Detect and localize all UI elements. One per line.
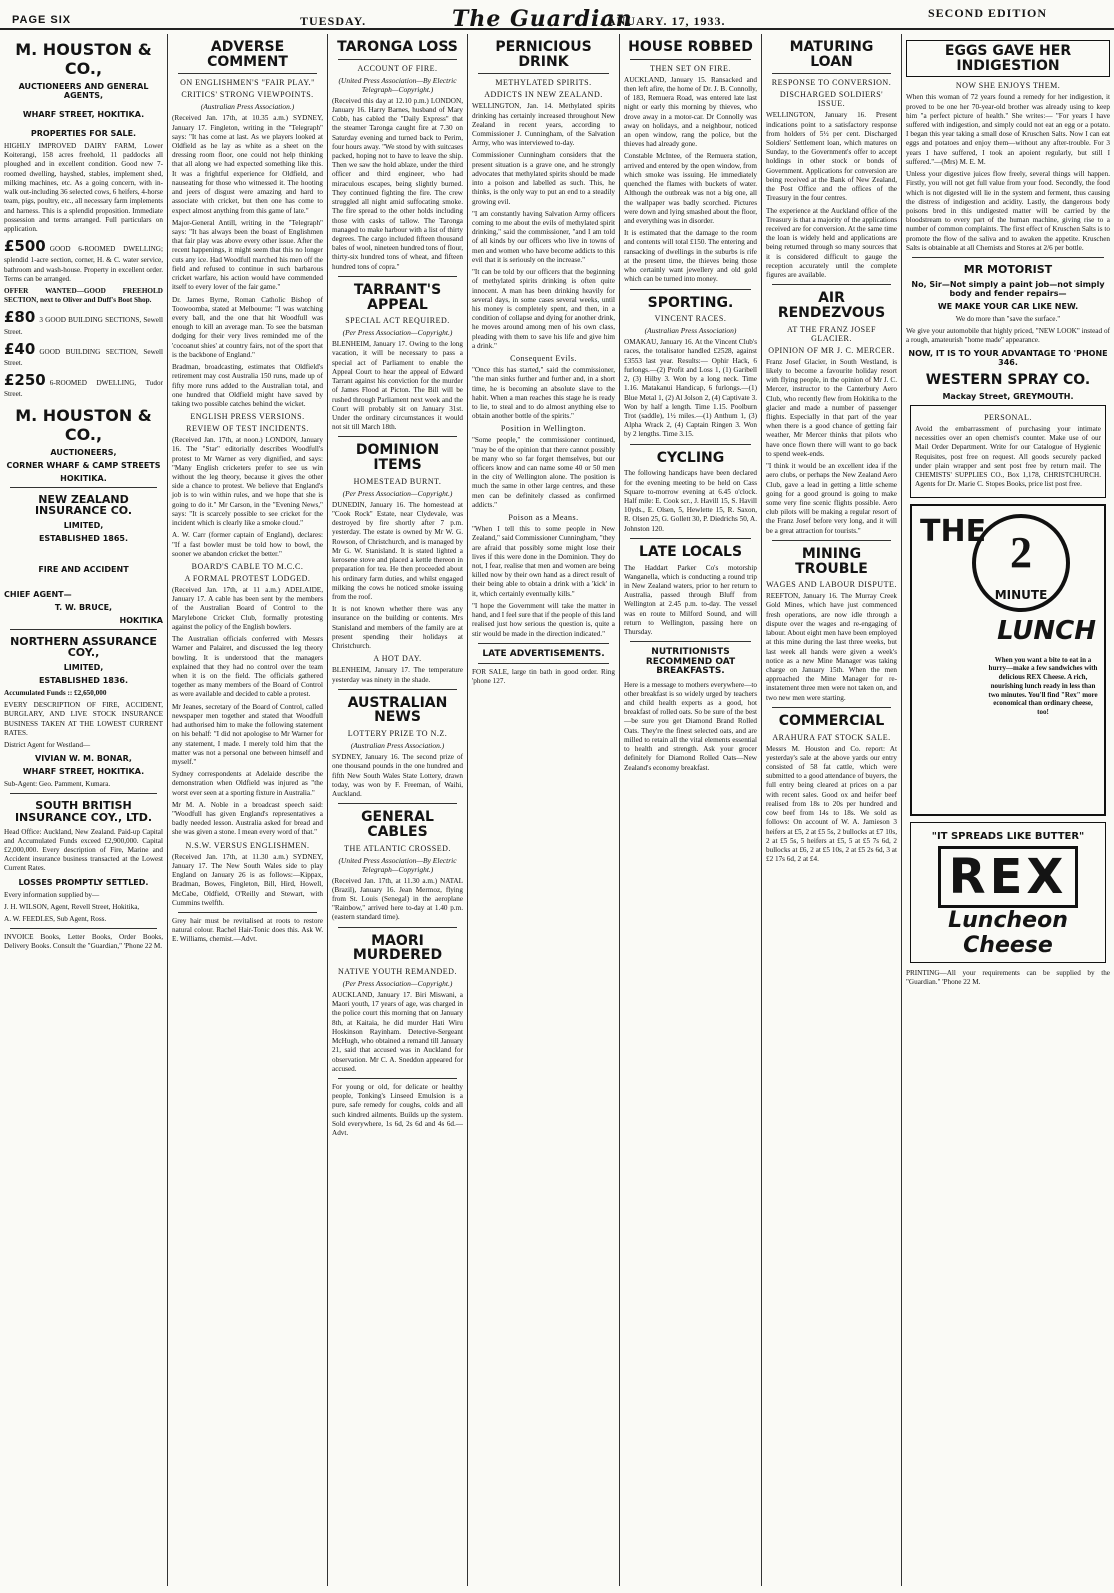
divider xyxy=(630,538,751,539)
northern-title: NORTHERN ASSURANCE COY., xyxy=(10,634,157,660)
article-paragraph: WELLINGTON, January 16. Present indications point to a satisfactory response from holders of 5½ per cent. Discharged Soldiers' Settlement loan, which matures on Sunday, to the Government's offer to accept holdings in other stock or bonds of Government. Applications for conversion are being received at the Bank of New Zealand, the Post Office and the offices of the Treasury in the four centres. xyxy=(766,111,897,203)
divider xyxy=(772,707,891,708)
divider xyxy=(10,793,157,794)
section-subheading: SPECIAL ACT REQUIRED. xyxy=(345,316,450,326)
invoice-books-ad: INVOICE Books, Letter Books, Order Books, Delivery Books. Consult the "Guardian," 'Phone 22 M. xyxy=(4,933,163,951)
pernicious-drink-heading: PERNICIOUS DRINK xyxy=(495,39,592,70)
masthead-day: TUESDAY. xyxy=(300,14,367,28)
section-subheading: REVIEW OF TEST INCIDENTS. xyxy=(186,424,309,434)
south-british-title: SOUTH BRITISH INSURANCE COY., LTD. xyxy=(14,799,153,824)
personal-text: Avoid the embarrassment of purchasing your intimate necessities over an open chemist's counter. Make use of our Mail Order Department. Write for our Catalogue of Hygienic Requisites, post free on request. All goods securely packed under plain wrapper and sent post free by return mail. The CHEMISTS' SUPPLIES CO., Box 1,178, CHRISTCHURCH. Agents for Dr. Marie C. Stopes Books, price list post free. xyxy=(915,424,1101,489)
clock-icon xyxy=(972,514,1070,612)
press-association-credit: (Per Press Association—Copyright.) xyxy=(342,488,453,498)
rex-cheese-ad xyxy=(910,822,1106,963)
northern-address: WHARF STREET, HOKITIKA. xyxy=(22,767,145,777)
maturing-loan-heading: MATURING LOAN xyxy=(789,39,874,70)
divider xyxy=(772,284,891,285)
article-paragraph: SYDNEY, January 16. The second prize of one thousand pounds in the one hundred and fifth New South Wales State Lottery, drawn today, was won by F. Freeman, of Waihi, Auckland. xyxy=(332,753,463,798)
divider xyxy=(10,928,157,929)
section-subheading: HOMESTEAD BURNT. xyxy=(353,476,442,486)
divider xyxy=(630,641,751,642)
section-subheading: ADDICTS IN NEW ZEALAND. xyxy=(484,90,603,100)
press-association-credit: (Australian Press Association.) xyxy=(350,741,445,751)
properties-text: HIGHLY IMPROVED DAIRY FARM, Lower Koiterangi, 158 acres freehold, 11 paddocks all ploughed and in excellent condition. Good new 7-roomed dwelling, hayshed, stables, implement shed, milking machines, etc. As a going concern, with in-walk out-including 36 selected cows, 6 heifers, 4-horse team, pigs, poultry, etc., all necessary farm implements and harness. This is a splendid proposition. Immediate possession and terms arranged. Full particulars on application. xyxy=(4,142,163,233)
lunch-minute: MINUTE xyxy=(994,587,1048,602)
section-subheading: ENGLISH PRESS VERSIONS. xyxy=(190,412,305,422)
south-british-agent-2: A. W. FEEDLES, Sub Agent, Ross. xyxy=(4,915,107,924)
section-subheading: LOTTERY PRIZE TO N.Z. xyxy=(347,729,448,739)
mr-motorist-heading: MR MOTORIST xyxy=(963,263,1053,277)
article-paragraph: (Received Jan. 17th, at 11.30 a.m.) NATAL (Brazil), January 16. Jean Mermoz, flying from St. Louis (Senegal) in the aeroplane "Rainbow," arrived here to-day at 1.40 p.m. (eastern standard time). xyxy=(332,876,463,922)
northern-funds: Accumulated Funds :: £2,650,000 xyxy=(4,688,107,697)
australian-news-heading: AUSTRALIAN NEWS xyxy=(347,694,448,726)
motorist-line: We give your automobile that highly priced, "NEW LOOK" instead of a rough, amateurish "home made" appearance. xyxy=(906,326,1110,345)
article-paragraph: Dr. James Byrne, Roman Catholic Bishop of Toowoomba, stated at Melbourne: "I was watching every ball, and the one that hit Woodfull was enough to kill an average man. To see the batsman dodging for their very lives reminded me of the 'cocoanut shies' at country fairs, not of the sport that is the backbone of England." xyxy=(172,295,323,359)
motorist-line: We do more than "save the surface." xyxy=(955,314,1061,323)
divider xyxy=(338,436,457,437)
divider xyxy=(630,444,751,445)
personal-heading: PERSONAL. xyxy=(984,412,1032,422)
section-subheading: ARAHURA FAT STOCK SALE. xyxy=(772,732,891,742)
divider xyxy=(912,257,1104,258)
sporting-heading: SPORTING. xyxy=(647,294,734,311)
ad-500 xyxy=(4,237,163,284)
divider xyxy=(10,629,157,630)
divider xyxy=(772,73,891,74)
divider xyxy=(338,276,457,277)
section-subheading: THE ATLANTIC CROSSED. xyxy=(344,843,451,853)
column-3 xyxy=(328,34,468,1586)
column-4 xyxy=(468,34,620,1586)
article-paragraph: "I think it would be an excellent idea if the aero clubs, or perhaps the New Zealand Aero Club, gave a lead in getting a little scheme going for a good ground is going to make some very fine scenic flights possible. Aero club pilots will be making a regular resort of the Franz Josef before very long, and it will be a great attraction for tourists." xyxy=(766,462,897,535)
section-subheading: NOW SHE ENJOYS THEM. xyxy=(955,81,1061,91)
ad-250-price: £250 xyxy=(4,371,46,390)
northern-ltd: LIMITED, xyxy=(63,662,104,672)
linseed-emulsion-ad: For young or old, for delicate or healthy people, Tonking's Linseed Emulsion is a pure, safe remedy for coughs, colds and all such kindred ailments. Builds up the system. Sold everywhere, 1s 6d, 2s 6d and 4s 6d.—Advt. xyxy=(332,1083,463,1138)
properties-heading: PROPERTIES FOR SALE. xyxy=(30,129,137,138)
nz-insurance-agent-label: CHIEF AGENT— xyxy=(4,589,72,599)
article-paragraph: (Received Jan. 17th, at 10.35 a.m.) SYDNEY, January 17. Fingleton, writing in the "Telegraph" says: "It has come at last. As we players looked at Oldfield as he lay as white as a sheet on the dressing room floor, one could not help thinking that all along we had expected something like this. It was a frightful experience for Oldfield, and nauseating for those who witnessed it. The hooting and jeers of disgust were amazing and hard to associate with cricket, but then one has come to expect almost anything from this game of late." xyxy=(172,114,323,215)
section-subheading: RESPONSE TO CONVERSION. xyxy=(771,78,892,88)
article-paragraph: Unless your digestive juices flow freely, several things will happen. Firstly, you will not get full value from your food. Secondly, the food which is not digested will lie in the system and ferment, thus causing the distress of indigestion and acidity. Lastly, the dangerous body poisons bred in this undigested matter will be carried by the bloodstream to every part of the human machine, giving rise to a number of common complaints. The first effect of Kruschen Salts is to promote the flow of the saliva and to awaken the appetite. Kruschen Salts is obtainable at all Chemists and Stores at 2/6 per bottle. xyxy=(906,170,1110,252)
late-locals-heading: LATE LOCALS xyxy=(638,543,743,560)
press-association-credit: (Per Press Association—Copyright.) xyxy=(342,328,453,338)
house-robbed-heading: HOUSE ROBBED xyxy=(628,39,753,55)
article-paragraph: The Haddart Parker Co's motorship Wanganella, which is conducting a round trip in New Zealand waters, prior to her return to Australia, passed through Bluff from Wellington at 2.45 p.m. to-day. The vessel was en route to Milford Sound, and will return to Wellington, passing here on Thursday. xyxy=(624,563,757,637)
article-paragraph: Major-General Antill, writing in the "Telegraph" says: "It has always been the boast of Englishmen that fair play was above every other issue. After the recent happenings, it might seem that this no longer cuts any ice. Had Woodfull marched his men off the field and refused to continue in such barbarous cricket warfare, his action would have commended itself to every lover of the fair game." xyxy=(172,218,323,292)
two-minute-lunch-ad xyxy=(910,504,1106,816)
section-subheading: N.S.W. VERSUS ENGLISHMEN. xyxy=(185,840,310,850)
article-paragraph: Bradman, broadcasting, estimates that Oldfield's retirement may cost Australia 150 runs, made up of fifty more runs added to the Australian total, and one hundred that Oldfield might have saved by taking two possible catches behind the wicket. xyxy=(172,363,323,408)
article-paragraph: The experience at the Auckland office of the Treasury is that a majority of the applications received are for conversion. At the same time the loan is widely held and applications are being returned through so many sources that it is considered difficult to gauge the reception accurately until the complete figures are available. xyxy=(766,206,897,280)
page-number: PAGE SIX xyxy=(12,14,72,26)
article-paragraph: (Received Jan. 17th, at noon.) LONDON, January 16. The "Star" editorially describes Woodfull's protest to Mr Warner as very dignified, and says: "Many English cricketers prefer to see us win without the leg theory, because it gives the other side a chance to protest. We believe that England's job is to win within rules, and we hope that she is going to do it." Mr Carson, in the "Evening News," says: "It is scarcely possible to see cricket for the incident which is clearly like a smoke cloud." xyxy=(172,436,323,528)
offer-wanted: OFFER WANTED—GOOD FREEHOLD SECTION, next to Oliver and Duff's Boot Shop. xyxy=(4,287,163,305)
motorist-line: NOW, IT IS TO YOUR ADVANTAGE TO 'PHONE 346. xyxy=(908,349,1108,368)
section-subheading: Consequent Evils. xyxy=(510,354,577,364)
mining-trouble-heading: MINING TROUBLE xyxy=(795,545,868,577)
article-paragraph: "It can be told by our officers that the beginning of methylated spirits drinking is often quite innocent. A man has been drinking heavily for several days, in some cases several weeks, until his money is completely spent, and then, in a condition of collapse and dying for another drink, he moves around among men of his own class, pleading with them to save his life and give him a drink." xyxy=(472,268,615,350)
divider xyxy=(178,912,317,913)
article-paragraph: (Received Jan. 17th, at 11 a.m.) ADELAIDE, January 17. A cable has been sent by the members of the Australian Board of Control to the Marylebone Cricket Club, formally protesting against the policy of the English bowlers. xyxy=(172,586,323,631)
houston-ad-subtitle: AUCTIONEERS AND GENERAL AGENTS, xyxy=(18,82,149,100)
ad-250-text: 6-ROOMED DWELLING, Tudor Street. xyxy=(4,379,163,399)
ad-80-text: 3 GOOD BUILDING SECTIONS, Sewell Street. xyxy=(4,316,163,336)
section-subheading: Position in Wellington. xyxy=(500,424,587,434)
ad-500-price: £500 xyxy=(4,237,46,256)
article-paragraph: "When I tell this to some people in New Zealand," said Commissioner Cunningham, "they are afraid that possibly some might lose their lives if this were done in the Dominion. They do not, I fear, realise that men and women are being killed now by their own hand as a direct result of their being able to obtain a drink with a 'kick' in it, which certainly eventually kills." xyxy=(472,525,615,598)
article-paragraph: Sydney correspondents at Adelaide describe the demonstration when Oldfield was injured as "the worst ever seen at a sporting fixture in Australia." xyxy=(172,770,323,797)
divider xyxy=(178,73,317,74)
section-subheading: A HOT DAY. xyxy=(373,654,422,664)
rex-logo: REX xyxy=(938,846,1079,908)
section-subheading: NATIVE YOUTH REMANDED. xyxy=(338,967,457,977)
south-british-info: Every information supplied by— xyxy=(4,890,100,899)
motorist-line: WE MAKE YOUR CAR LIKE NEW. xyxy=(937,301,1079,311)
divider xyxy=(338,1078,457,1079)
adverse-comment-heading: ADVERSE COMMENT xyxy=(207,39,288,70)
personal-ad xyxy=(910,405,1106,498)
divider xyxy=(630,59,751,60)
adverse-comment-subheading: ON ENGLISHMEN'S "FAIR PLAY." xyxy=(180,78,315,88)
eggs-indigestion-heading: EGGS GAVE HER INDIGESTION xyxy=(906,40,1110,77)
section-subheading: THEN SET ON FIRE. xyxy=(650,63,731,73)
column-5 xyxy=(620,34,762,1586)
section-subheading: BOARD'S CABLE TO M.C.C. xyxy=(191,562,304,571)
houston2-address: CORNER WHARF & CAMP STREETS xyxy=(6,460,161,470)
ad-80 xyxy=(4,308,163,336)
taronga-loss-heading: TARONGA LOSS xyxy=(337,39,458,55)
houston2-subtitle: AUCTIONEERS, xyxy=(50,447,117,457)
article-paragraph: BLENHEIM, January 17. The temperature yesterday was ninety in the shade. xyxy=(332,666,463,684)
for-sale-ad: FOR SALE, large tin bath in good order. Ring 'phone 127. xyxy=(472,668,615,686)
rex-slogan: "IT SPREADS LIKE BUTTER" xyxy=(931,830,1085,842)
nz-insurance-town: HOKITIKA xyxy=(119,615,163,625)
section-subheading: DISCHARGED SOLDIERS' ISSUE. xyxy=(779,90,884,109)
article-paragraph: "I am constantly having Salvation Army officers coming to me about the evils of methylated spirit drinking," said the commissioner, "and I am told of all kinds by our officers who live in towns of men and women who have become addicts to this evil that it is seriously on the increase." xyxy=(472,209,615,264)
article-paragraph: It is estimated that the damage to the room and contents will total £150. The entering and ransacking of dwellings in the suburbs is rife at the present time, the thieves being those who certainly want jewellery and old gold which can be turned into money. xyxy=(624,229,757,284)
general-cables-heading: GENERAL CABLES xyxy=(361,809,434,840)
divider xyxy=(338,803,457,804)
masthead-date: JANUARY. 17, 1933. xyxy=(600,14,726,28)
section-subheading: ACCOUNT OF FIRE. xyxy=(357,63,438,73)
article-paragraph: AUCKLAND, January 15. Ransacked and then left afire, the home of Dr. J. B. Connolly, of 183, Remuera Road, was entered late last night or early this morning by thieves, who drove away in a motor-car. Dr Connolly was away on holidays, and a neighbour, noticed an open window, rang the police, but the thieves had already gone. xyxy=(624,75,757,149)
article-paragraph: The following handicaps have been declared for the evening meeting to be held on Cass Square to-morrow evening at 6.45 o'clock. Half mile: E. Cook scr., J. Havill 15, S. Havill 10yds., E. Olsen, 5, Hewlette 15, R. Saxon, R. Olsen 25, G. Gollett 30, P. Diedrichs 50, A. Johnston 120. xyxy=(624,469,757,533)
motorist-line: No, Sir—Not simply a paint job—not simply body and fender repairs— xyxy=(911,279,1105,298)
article-paragraph: OMAKAU, January 16. At the Vincent Club's races, the totalisator handled £2528, against £3553 last year. Results:— Ophir Hack, 6 furlongs.—(2) Profit and Loss 1, (1) Garibell 2, (3) Hilby 3. Won by a long neck. Time 1.16. Matakanui Handicap, 6 furlongs.—(1) Blue Metal 1, (2) Al Jolson 2, (4) Captivate 3. Won by half a length. Time 1.15. Poolburn Trot (saddle), 1½ miles.—(1) Anthum 1, (3) Alpha Wrack 2, (4) Captain Ringen 3. Won by 2 lengths. Time 3.15. xyxy=(624,338,757,439)
divider xyxy=(338,927,457,928)
lunch-the: THE xyxy=(920,513,987,549)
article-paragraph: WELLINGTON, Jan. 14. Methylated spirits drinking has certainly increased throughout New Zealand in recent years, according to Commissioner J. Cunningham, of the Salvation Army, who was interviewed to-day. xyxy=(472,102,615,148)
rex-luncheon-cheese: Luncheon Cheese xyxy=(948,907,1068,958)
western-spray-heading: WESTERN SPRAY CO. xyxy=(925,372,1091,389)
western-spray-address: Mackay Street, GREYMOUTH. xyxy=(942,391,1074,401)
article-paragraph: The Australian officials conferred with Messrs Warner and Palairet, and discussed the leg theory bowling. It is understood that the managers explained that they had no control over the team when it is on the field. The officials gathered together as many members of the Board of Control as were available and decided to cable a protest. xyxy=(172,635,323,699)
column-7 xyxy=(902,34,1114,1586)
dominion-items-heading: DOMINION ITEMS xyxy=(355,442,440,474)
article-paragraph: "I hope the Government will take the matter in hand, and I feel sure that if the people of this land realised just how serious the question is, quite a stir would be made in the direction indicated." xyxy=(472,601,615,638)
column-1 xyxy=(0,34,168,1586)
article-paragraph: Commissioner Cunningham considers that the present situation is a grave one, and he strongly advocates that methylated spirits should be made into a poison and labelled as such. This, he thinks, is the only way to put an end to a steadily growing evil. xyxy=(472,151,615,206)
article-paragraph: Mr M. A. Noble in a broadcast speech said: "Woodfull has given England's representatives a badly needed lesson. Australia asked for bread and she was given a stone. I mean every word of that." xyxy=(172,800,323,837)
article-paragraph: Franz Josef Glacier, in South Westland, is likely to become a favourite holiday resort with flying people, in the opinion of Mr J. C. Mercer, instructor to the Canterbury Aero Club, who recently flew from Hokitika to the glacier and made a number of passenger flights. Especially in that part of the year when there is a good chance of getting fair weather, Mr Mercer thinks that pilots who have once flown there will want to go back to spend week-ends. xyxy=(766,357,897,458)
article-paragraph: DUNEDIN, January 16. The homestead at "Cook Rock" Estate, near Clydevale, was destroyed by fire shortly after 7 p.m. yesterday. The estate is owned by Mr W. G. Rowson, of Christchurch, and is managed by Mr G. W. Stanisland. It is stated lighted a kerosene stove and placed a kettle thereon in preparation for tea. He then proceeded about his ordinary farm duties, and whilst engaged milking the cows he noticed smoke issuing from the roof. xyxy=(332,500,463,601)
commercial-heading: COMMERCIAL xyxy=(778,712,885,729)
northern-agent-label: District Agent for Westland— xyxy=(4,740,91,749)
lunch-number: 2 xyxy=(1010,527,1032,577)
article-paragraph: "Some people," the commissioner continued, "may be of the opinion that there cannot possibly be many who so far forget themselves, but our officers know and can name some 40 or 50 men in the city of Wellington alone. The position is much the same in other large centres, and these men can be definitely classed as confirmed addicts." xyxy=(472,436,615,509)
northern-agent: VIVIAN W. M. BONAR, xyxy=(35,754,132,764)
lunch-word: LUNCH xyxy=(997,615,1096,646)
press-association-credit: (Australian Press Association.) xyxy=(200,102,295,112)
article-paragraph: It is not known whether there was any insurance on the building or contents. Mrs Stanisland and members of the family are at present spending their holidays at Christchurch. xyxy=(332,605,463,651)
divider xyxy=(630,289,751,290)
article-paragraph: When this woman of 72 years found a remedy for her indigestion, it proved to be one her 70-year-old brother was already using to keep him "a perfect picture of health." She writes:— "For years I have suffered with indigestion, and simply could not eat an egg or a potato. I began this year taking a small dose of Kruschen Salts. Now I can eat eggs and potatoes and enjoy them—without any after-trouble. For 3 years I have suffered, I took an apoient regularly, but still I suffered."—(Mrs) M. E. M. xyxy=(906,93,1110,166)
tarrants-appeal-heading: TARRANT'S APPEAL xyxy=(353,281,442,313)
adverse-comment-subheading-2: CRITICS' STRONG VIEWPOINTS. xyxy=(181,90,314,100)
divider xyxy=(338,689,457,690)
column-2 xyxy=(168,34,328,1586)
press-association-credit: (United Press Association—By Electric Telegraph—Copyright.) xyxy=(338,855,457,874)
column-6 xyxy=(762,34,902,1586)
masthead xyxy=(0,0,1114,30)
section-subheading: AT THE FRANZ JOSEF GLACIER. xyxy=(787,324,876,343)
divider xyxy=(772,540,891,541)
article-paragraph: BLENHEIM, January 17. Owing to the long vacation, it will be necessary to pass a special act of Parliament to enable the Appeal Court to hear the appeal of Edward Tarrant against his conviction for the murder of James Flood at Picton. The Bill will be rushed through Parliament next week and the Court will probably sit on January 31st. Under the ordinary circumstances it would not sit till March 18th. xyxy=(332,340,463,432)
divider xyxy=(338,59,457,60)
section-subheading: OPINION OF MR J. C. MERCER. xyxy=(768,345,895,355)
south-british-losses: LOSSES PROMPTLY SETTLED. xyxy=(18,877,149,887)
northern-text: EVERY DESCRIPTION OF FIRE, ACCIDENT, BURGLARY, AND LIVE STOCK INSURANCE BUSINESS TAKEN AT THE LOWEST CURRENT RATES. xyxy=(4,701,163,737)
south-british-agent-1: J. H. WILSON, Agent, Revell Street, Hokitika, xyxy=(4,902,140,911)
ad-80-price: £80 xyxy=(4,308,36,327)
press-association-credit: (United Press Association—By Electric Telegraph—Copyright.) xyxy=(338,75,457,94)
south-british-text: Head Office: Auckland, New Zealand. Paid-up Capital and Accumulated Funds exceed £2,900,000. Capital £2,000,000. Every description of Fire, Marine and Accident insurance business transacted at the Lowest Current Rates. xyxy=(4,827,163,873)
houston-ad-title: M. HOUSTON & CO., xyxy=(15,40,152,78)
section-subheading: METHYLATED SPIRITS. xyxy=(495,78,592,88)
divider xyxy=(478,73,609,74)
article-paragraph: AUCKLAND, January 17. Biri Miswani, a Maori youth, 17 years of age, was charged in the police court this morning that on January 8th, at Kaitaia, he did murder Hati Wiru Hoskinson Rayinham. Detective-Sergeant McHugh, who obtained a remand till January 21, said that accused was in Auckland for observation. Mr C. A. Sneddon appeared for accused. xyxy=(332,991,463,1073)
article-paragraph: REEFTON, January 16. The Murray Creek Gold Mines, which have just commenced fresh operations, are now idle through a dispute over the wages and re-engaging of labour. About eight men have been employed at this mine during the last three weeks, but last week all hands were given a week's notice as a new Mine Manager was taking charge on January 15th. When the men approached the Mine Manager for re-instatement three men were not taken on, and two new men were starting. xyxy=(766,592,897,702)
article-paragraph: Here is a message to mothers everywhere—to other breakfast is so widely urged by teachers and child health experts as a good, hot breakfast of rolled oats. So be sure of the best—be sure you get Diamond Brand Rolled Oats. They're the finest selected oats, and are milled to retain all the vital elements essential to health and strength. Ask your grocer definitely for Diamond Rolled Oats—New Zealand's economy breakfast. xyxy=(624,680,757,772)
oat-breakfast-heading: NUTRITIONISTS RECOMMEND OAT BREAKFASTS. xyxy=(645,647,736,677)
article-paragraph: Mr Jeanes, secretary of the Board of Control, called newspaper men together and stated that Woodfull had authorised him to make the following statement on his behalf: "I did not apologise to Mr Warner for any statement, I made. I merely told him that the matter was not a personal one between himself and myself." xyxy=(172,702,323,766)
divider xyxy=(10,487,157,488)
divider xyxy=(478,643,609,644)
houston-ad-address: WHARF STREET, HOKITIKA. xyxy=(22,110,145,119)
press-association-credit: (Australian Press Association) xyxy=(644,326,737,336)
article-paragraph: (Received this day at 12.10 p.m.) LONDON, January 16. Harry Barnes, husband of Mary Cobb, has cabled the "Daily Express" that the steamer Taronga caught fire at 7.30 on Saturday evening and turned back to Perim, four hours away. "We stood by with suitcases packed, hoping not to have to leave the ship. Then we saw the hold ablaze, under the third officer and third engineer, who had miraculous escapes, being slightly burned. They continued fighting the fire. The crew struggled all night amid suffocating smoke. The fire spread to the other holds including those with casks of tallow. The Taronga managed to make harbour with a list of thirty degrees. The cargo included fifteen thousand bales of wool, nineteen hundred tons of flour, thirty-six hundred tons of wheat, and fifteen hundred tons of copra." xyxy=(332,96,463,271)
cycling-heading: CYCLING xyxy=(656,449,725,466)
section-subheading: Poison as a Means. xyxy=(508,513,579,523)
northern-sub-agent: Sub-Agent: Geo. Pamment, Kumara. xyxy=(4,780,111,789)
houston2-title: M. HOUSTON & CO., xyxy=(15,405,152,444)
newspaper-title: The Guardian xyxy=(452,6,633,32)
press-association-credit: (Per Press Association—Copyright.) xyxy=(342,979,453,989)
edition-label: SECOND EDITION xyxy=(928,6,1048,20)
article-paragraph: Constable McIntee, of the Remuera station, arrived and entered by the open window, from which smoke was issuing. He immediately quenched the flames with buckets of water. Although the outbreak was not a big one, all the wallpaper was badly scorched. Pictures were down and lying smashed about the floor, and everything was in disorder. xyxy=(624,152,757,225)
nz-insurance-agent-name: T. W. BRUCE, xyxy=(54,602,113,612)
article-paragraph: "Once this has started," said the commissioner, "the man sinks further and further and, in a short time, he is becoming an absolute slave to the habit. When a man reaches this stage he is ready to lie, to steal and to do almost anything else to obtain another bottle of the spirits." xyxy=(472,366,615,421)
article-paragraph: Messrs M. Houston and Co. report: At yesterday's sale at the above yards our entry consisted of 58 fat cattle, which were submitted to a good attendance of buyers, the full entry being cleared at prices on a par with recent sales. Good ox and heifer beef realised from 18s to 20s per hundred and cow beef from 14s to 18s. We sold as follows: On account of W. A. Jamieson 3 heifers at £5, 2 at £5 5s, 2 bullocks at £7 10s, 2 at £5 5s, 5 heifers at £5, 5 at £5 7s 6d, 2 bullocks at £6, 2 at £5 10s, 2 at £5 2s 6d, 3 at £2 17s 6d, 2 at £4. xyxy=(766,744,897,864)
air-rendezvous-heading: AIR RENDEZVOUS xyxy=(777,290,886,321)
northern-established: ESTABLISHED 1836. xyxy=(38,675,129,685)
late-advertisements-heading: LATE ADVERTISEMENTS. xyxy=(482,648,605,659)
section-subheading: A FORMAL PROTEST LODGED. xyxy=(184,574,311,583)
lunch-copy: When you want a bite to eat in a hurry—make a few sandwiches with delicious REX Cheese. A rich, nourishing lunch ready in less than two minutes. You'll find "Rex" more economical than ordinary cheese, too! xyxy=(988,655,1098,717)
ad-40-price: £40 xyxy=(4,339,36,358)
houston2-town: HOKITIKA. xyxy=(60,473,107,483)
printing-ad: PRINTING—All your requirements can be supplied by the "Guardian." 'Phone 22 M. xyxy=(906,968,1110,986)
ad-250 xyxy=(4,371,163,399)
section-subheading: VINCENT RACES. xyxy=(654,314,727,324)
article-paragraph: (Received Jan. 17th, at 11.30 a.m.) SYDNEY, January 17. The New South Wales side to play England on January 26 is as follows:—Kippax, Bradman, Bowes, Fingleton, Bill, Hird, Howell, McCabe, Oldfield, O'Reilly and Stewart, with Cummins twelfth. xyxy=(172,852,323,907)
ad-40-text: GOOD BUILDING SECTION, Sewell Street. xyxy=(4,347,163,368)
nz-insurance-fire: FIRE AND ACCIDENT xyxy=(38,564,129,574)
nz-insurance-title: NEW ZEALAND INSURANCE CO. xyxy=(34,492,133,518)
ad-500-text: GOOD 6-ROOMED DWELLING; splendid 1-acre section, corner, H. & C. water service, bathroom and wash-house. Property in excellent order. Terms can be arranged. xyxy=(4,245,163,283)
section-subheading: WAGES AND LABOUR DISPUTE. xyxy=(766,580,897,590)
maori-murdered-heading: MAORI MURDERED xyxy=(352,932,443,964)
divider xyxy=(478,663,609,664)
hair-tonic-ad: Grey hair must be revitalised at roots to restore natural colour. Rachel Hair-Tonic does this. Ask W. E. Williams, chemist.—Advt. xyxy=(172,917,323,944)
ad-40 xyxy=(4,340,163,368)
article-paragraph: A. W. Carr (former captain of England), declares: "If a fast bowler must be told how to bowl, the sooner we abandon cricket the better." xyxy=(172,531,323,558)
nz-insurance-established: ESTABLISHED 1865. xyxy=(38,533,129,543)
nz-insurance-ltd: LIMITED, xyxy=(63,520,104,530)
